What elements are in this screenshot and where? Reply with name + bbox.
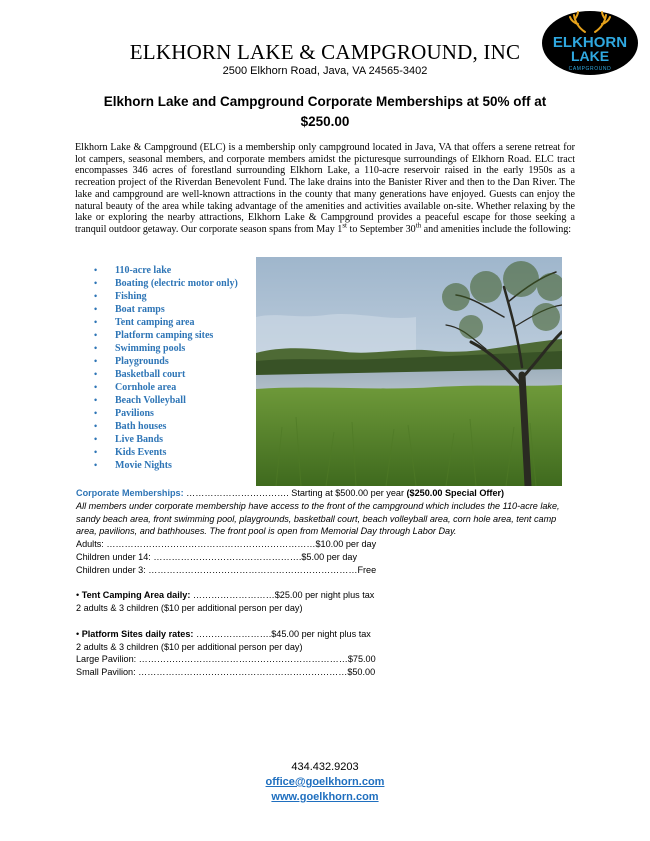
bullet-icon: • [94,369,98,379]
platform-bullet: • [76,628,82,639]
bullet-icon: • [94,434,98,444]
amenity-item [94,316,238,329]
intro-paragraph [75,142,575,236]
amenity-label: Boat ramps [115,304,165,315]
children-under-14-rate: Children under 14: ………………………………………….$5.00 per day [76,551,357,562]
platform-sites-note: 2 adults & 3 children ($10 per additional person per day) [76,641,303,652]
organization-address: 2500 Elkhorn Road, Java, VA 24565-3402 [222,65,428,77]
bullet-icon: • [94,330,98,340]
large-pavilion-rate: Large Pavilion: ……………………………………………………………$75.00 [76,654,376,665]
amenity-label: 110-acre lake [115,265,172,276]
corporate-membership-dots: ……………………………. [183,488,292,498]
amenity-label: Movie Nights [115,460,172,471]
amenity-label: Kids Events [115,447,167,458]
platform-sites-rate [76,628,576,641]
page-headline: Elkhorn Lake and Campground Corporate Memberships at 50% off at $250.00 [103,94,547,129]
lake-landscape-image [256,257,562,486]
amenity-item [94,277,238,290]
adults-rate: Adults: ……………………………………………………………$10.00 per day [76,539,377,550]
bullet-icon: • [94,356,98,366]
tent-camping-note: 2 adults & 3 children ($10 per additional person per day) [76,603,303,614]
children-under-3-rate: Children under 3: ……………………………………………………………Free [76,564,377,575]
bullet-icon: • [94,278,98,288]
bullet-icon: • [94,317,98,327]
bullet-icon: • [94,382,98,392]
bullet-icon: • [94,304,98,314]
amenity-item [94,446,238,459]
amenity-label: Basketball court [115,369,186,380]
corporate-membership-description: All members under corporate membership have access to the front of the campground which includes the 110-acre lake, sandy beach area, front swimming pool, playgrounds, basketball court, beach volleyball area, corn hole area, tent camp area, pavilions, and bathhouses. The front pool is open from Memorial Day through Labor Day. [76,500,560,537]
amenity-item [94,420,238,433]
amenity-item [94,381,238,394]
amenity-item [94,368,238,381]
website-link[interactable]: www.goelkhorn.com [271,791,379,803]
amenity-item [94,303,238,316]
contact-info [0,760,650,805]
bullet-icon: • [94,447,98,457]
bullet-icon: • [94,408,98,418]
pricing-details [76,487,576,679]
lake-photo [256,257,562,486]
tent-camping-price: ………………………$25.00 per night plus tax [190,590,375,601]
bullet-icon: • [94,460,98,470]
amenity-item [94,394,238,407]
tent-bullet: • [76,590,82,601]
logo-text-lake: LAKE [570,48,610,64]
contact-email-link[interactable]: office@goelkhorn.com [265,776,385,788]
platform-sites-price: …………………….$45.00 per night plus tax [193,628,371,639]
amenity-item [94,355,238,368]
amenities-list [94,264,238,472]
bullet-icon: • [94,265,98,275]
small-pavilion-rate: Small Pavilion: ……………………………………………………………$50.00 [76,667,376,678]
bullet-icon: • [94,421,98,431]
intro-text-end: and amenities include the following: [421,223,572,235]
amenity-label: Beach Volleyball [115,395,186,406]
bullet-icon: • [94,291,98,301]
spacer [76,577,576,590]
corporate-special-offer: ($250.00 Special Offer) [406,488,505,498]
amenity-label: Fishing [115,291,147,302]
amenity-label: Pavilions [115,408,154,419]
amenity-label: Platform camping sites [115,330,214,341]
intro-text-mid: to September 30 [347,223,416,235]
bullet-icon: • [94,343,98,353]
platform-sites-label: Platform Sites daily rates: [81,628,194,639]
amenity-item [94,407,238,420]
amenity-item [94,290,238,303]
intro-sup-st: st [342,221,347,230]
logo-text-elkhorn: ELKHORN [552,34,628,51]
tent-camping-label: Tent Camping Area daily: [81,590,191,601]
logo-graphic [541,10,639,76]
tent-camping-rate [76,589,576,602]
intro-text-main: Elkhorn Lake & Campground (ELC) is a membership only campground located in Java, VA that offers a serene retreat for lot campers, seasonal members, and corporate members amidst the picturesque surroundings of Elkhorn Road. ELC tract encompasses 346 acres of forestland surrounding Elkhorn Lake, a 110-acre reservoir raised in the early 1950s as a recreation project of the Riverdan Benevolent Fund. The lake drains into the Banister River and then to the Dan River. The lake and campground are well-known attractions in the county that many generations have enjoyed. Guests can enjoy the natural beauty of the area while taking advantage of the amenities and activities available on-site. Whether relaxing by the lake or exploring the nearby attractions, Elkhorn Lake & Campground provides a peaceful escape for those seeking a tranquil outdoor getaway. Our corporate season spans from May 1 [75,142,575,235]
amenity-label: Bath houses [115,421,167,432]
amenity-label: Live Bands [115,434,164,445]
spacer [76,615,576,628]
contact-phone: 434.432.9203 [291,761,359,773]
amenity-item [94,459,238,472]
amenity-label: Tent camping area [115,317,195,328]
corporate-membership-line [76,487,576,500]
amenity-label: Swimming pools [115,343,186,354]
amenity-item [94,342,238,355]
corporate-membership-label: Corporate Memberships: [76,488,184,498]
amenity-item [94,329,238,342]
amenity-item [94,433,238,446]
intro-sup-th: th [415,221,422,230]
amenity-item [94,264,238,277]
amenity-label: Cornhole area [115,382,177,393]
bullet-icon: • [94,395,98,405]
logo-text-campground: CAMPGROUND [568,66,612,72]
organization-name: ELKHORN LAKE & CAMPGROUND, INC [129,40,521,64]
amenity-label: Boating (electric motor only) [115,278,238,289]
amenity-label: Playgrounds [115,356,169,367]
corporate-membership-price: Starting at $500.00 per year [291,488,407,498]
elkhorn-lake-logo [541,10,639,76]
